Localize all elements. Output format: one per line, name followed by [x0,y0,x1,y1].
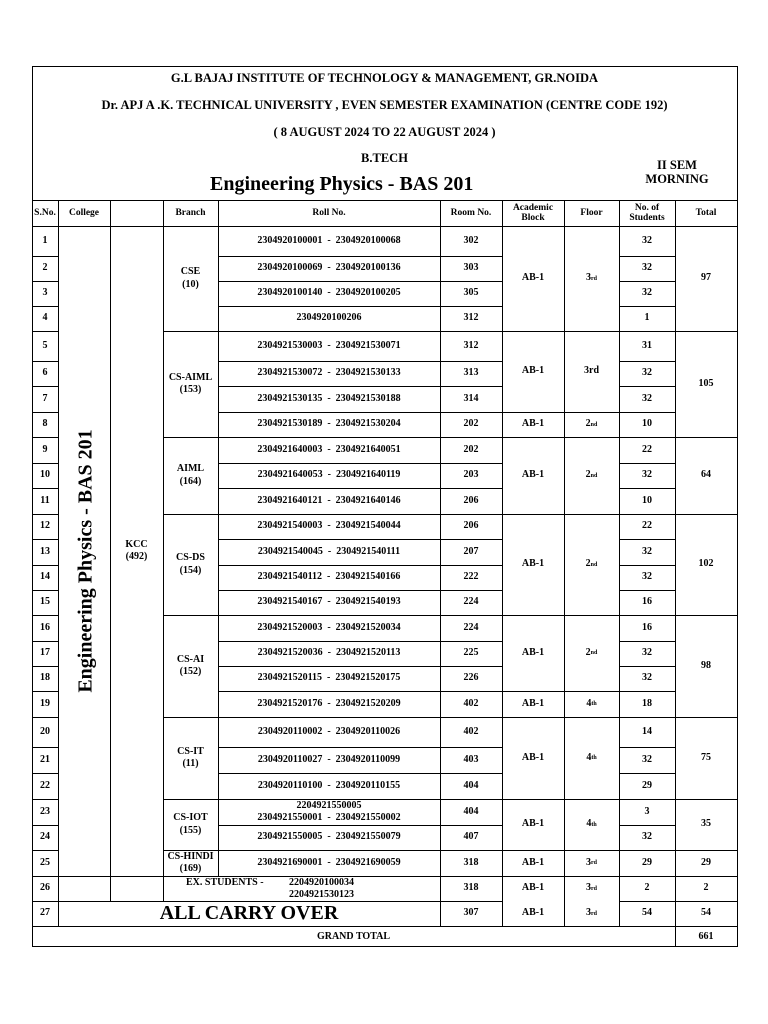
roll-number-range: 2304920100069 - 2304920100136 [257,262,401,274]
row-sno: 9 [42,443,48,455]
grid-line [110,717,111,747]
grid-line [110,412,111,437]
students-count: 32 [642,287,652,299]
room-number: 402 [463,697,479,709]
academic-block: AB-1 [521,882,545,894]
room-number: 313 [463,367,479,379]
ex-students-rolls: 2204920100034 2204921530123 [289,877,354,900]
floor-cell: 4 th [586,818,597,830]
col-header-block: Academic Block [512,202,554,223]
row-sno: 1 [42,234,48,246]
group-total: 29 [701,856,711,868]
row-sno: 2 [42,262,48,274]
grid-line [110,514,111,539]
group-total: 75 [701,751,711,763]
session-label: MORNING [645,172,709,187]
academic-block: AB-1 [521,418,545,430]
grid-line [32,200,738,201]
grid-line [675,200,676,226]
students-count: 32 [642,469,652,481]
room-number: 312 [463,312,479,324]
grid-line [502,200,503,226]
semester-session [637,158,717,187]
students-count: 16 [642,596,652,608]
room-number: 314 [463,392,479,404]
academic-block: AB-1 [521,697,545,709]
roll-number-range: 2304921520115 - 2304921520175 [257,672,401,684]
row-sno: 21 [40,753,50,765]
grid-line [32,926,738,927]
room-number: 224 [463,596,479,608]
grid-line [110,331,111,361]
academic-block: AB-1 [521,272,545,284]
academic-block: AB-1 [521,818,545,830]
grid-line [58,539,59,565]
row-sno: 6 [42,367,48,379]
floor-cell: 3rd [584,365,599,377]
room-number: 305 [463,287,479,299]
grid-line [110,437,111,463]
grid-line [58,565,59,590]
grid-line [619,200,620,226]
grid-line [110,825,111,850]
students-count: 32 [642,647,652,659]
branch-cell: CS-HINDI (169) [167,850,214,874]
room-number: 225 [463,647,479,659]
room-number: 207 [463,545,479,557]
grid-line [58,386,59,412]
grid-line [110,615,111,641]
students-count: 14 [642,725,652,737]
col-header-students: No. of Students [629,202,665,223]
grid-line [58,747,59,773]
col-header-total: Total [695,207,717,218]
row-sno: 25 [40,856,50,868]
institute-name: G.L BAJAJ INSTITUTE OF TECHNOLOGY & MANAGEMENT, GR.NOIDA [170,71,599,85]
grid-line [58,825,59,850]
grid-line [58,641,59,666]
students-count: 16 [642,621,652,633]
students-count: 31 [642,339,652,351]
grid-line [675,926,676,946]
branch-cell: CS-AI (152) [176,653,205,677]
row-sno: 7 [42,392,48,404]
students-count: 32 [642,831,652,843]
students-count: 32 [642,262,652,274]
roll-number-range: 2304920110002 - 2304920110026 [257,725,401,737]
room-number: 202 [463,443,479,455]
grid-line [110,641,111,666]
row-sno: 8 [42,418,48,430]
academic-block: AB-1 [521,365,545,377]
grid-line [58,901,164,902]
room-number: 302 [463,234,479,246]
branch-cell: CS-DS (154) [176,552,205,576]
grid-line [58,514,59,539]
group-total: 2 [703,882,709,894]
floor-cell: 3 rd [586,856,597,868]
grid-line [163,901,441,902]
college-code: KCC (492) [125,538,148,562]
row-sno: 20 [40,725,50,737]
grid-line [110,565,111,590]
room-number: 203 [463,469,479,481]
grid-line [58,488,59,514]
room-number: 206 [463,520,479,532]
grid-line [58,876,59,901]
grid-line [58,306,59,331]
grid-line [58,200,59,226]
roll-number-range: 2304921640053 - 2304921640119 [257,469,401,481]
room-number: 224 [463,621,479,633]
grid-line [58,901,59,926]
room-number: 318 [463,856,479,868]
students-count: 32 [642,571,652,583]
grid-line [163,200,164,226]
grid-line [32,66,738,67]
roll-number-range: 2304921520036 - 2304921520113 [257,647,401,659]
row-sno: 14 [40,571,50,583]
room-number: 303 [463,262,479,274]
grid-line [110,747,111,773]
roll-number-range: 2304920100140 - 2304920100205 [257,287,401,299]
room-number: 206 [463,494,479,506]
room-number: 226 [463,672,479,684]
students-count: 32 [642,753,652,765]
branch-cell: CS-IOT (155) [173,812,208,836]
academic-block: AB-1 [521,558,545,570]
floor-cell: 3 rd [586,882,597,894]
semester-label: II SEM [657,158,697,172]
grid-line [110,850,111,876]
grid-line [110,256,111,281]
row-sno: 3 [42,287,48,299]
floor-cell: 3 rd [586,272,597,284]
grid-line [110,488,111,514]
roll-number-range: 2304921640003 - 2304921640051 [257,443,401,455]
grid-line [58,256,59,281]
students-count: 29 [642,779,652,791]
room-number: 312 [463,339,479,351]
all-carry-over-label: ALL CARRY OVER [159,902,339,924]
grid-line [58,850,59,876]
students-count: 3 [644,805,650,817]
grid-line [440,200,441,226]
grid-line [110,281,111,306]
students-count: 32 [642,367,652,379]
grid-line [163,876,441,877]
row-sno: 18 [40,672,50,684]
col-header-college: College [68,207,100,218]
grid-line [58,615,59,641]
grid-line [110,666,111,691]
grid-line [218,200,219,226]
grand-total-label: GRAND TOTAL [316,930,391,942]
grid-line [58,691,59,717]
grid-line [58,773,59,799]
university-exam-title: Dr. APJ A .K. TECHNICAL UNIVERSITY , EVEN SEMESTER EXAMINATION (CENTRE CODE 192) [101,98,668,112]
roll-number-range: 2304921540167 - 2304921540193 [257,596,401,608]
row-sno: 13 [40,545,50,557]
roll-number-range: 2304921550005 - 2304921550079 [257,831,401,843]
grid-line [58,226,59,256]
grid-line [737,66,738,947]
academic-block: AB-1 [521,646,545,658]
grid-line [58,412,59,437]
group-total: 105 [698,377,714,389]
students-count: 32 [642,545,652,557]
group-total: 102 [698,558,714,570]
roll-number-range: 2304921530135 - 2304921530188 [257,392,401,404]
course-name: B.TECH [361,151,408,165]
grid-line [58,590,59,615]
row-sno: 15 [40,596,50,608]
row-sno: 19 [40,697,50,709]
row-sno: 24 [40,831,50,843]
row-sno: 5 [42,339,48,351]
row-sno: 12 [40,520,50,532]
grid-line [58,281,59,306]
roll-number-range: 2304921520003 - 2304921520034 [257,621,401,633]
room-number: 402 [463,725,479,737]
group-total: 35 [701,818,711,830]
roll-number-range: 2304921540045 - 2304921540111 [257,545,401,557]
room-number: 202 [463,418,479,430]
room-number: 307 [463,907,479,919]
students-count: 10 [642,494,652,506]
students-count: 10 [642,418,652,430]
grid-line [564,200,565,226]
grid-line [110,876,111,901]
grid-line [58,437,59,463]
vertical-subject-label: Engineering Physics - BAS 201 [74,429,97,693]
room-number: 403 [463,753,479,765]
roll-number-range: 2304921540003 - 2304921540044 [257,520,401,532]
grid-line [110,691,111,717]
row-sno: 4 [42,312,48,324]
row-sno: 27 [40,907,50,919]
row-sno: 10 [40,469,50,481]
roll-number-range: 2304921530072 - 2304921530133 [257,367,401,379]
grid-line [58,666,59,691]
grid-line [58,463,59,488]
exam-dates: ( 8 AUGUST 2024 TO 22 AUGUST 2024 ) [273,125,496,139]
grid-line [110,361,111,386]
academic-block: AB-1 [521,856,545,868]
col-header-room: Room No. [450,207,492,218]
col-header-branch: Branch [175,207,206,218]
floor-cell: 3 rd [586,907,597,919]
group-total: 97 [701,272,711,284]
students-count: 29 [642,856,652,868]
col-header-roll: Roll No. [312,207,346,218]
grid-line [110,773,111,799]
academic-block: AB-1 [521,907,545,919]
branch-cell: CS-AIML (153) [168,371,213,395]
students-count: 54 [642,907,652,919]
grid-line [58,361,59,386]
students-count: 2 [644,882,650,894]
floor-cell: 4 th [586,697,597,709]
roll-number-range: 2304920110027 - 2304920110099 [257,753,401,765]
students-count: 1 [644,312,650,324]
roll-number-range: 2304920100001 - 2304920100068 [257,234,401,246]
floor-cell: 2 nd [585,646,598,658]
col-header-sno: S.No. [34,207,56,218]
col-header-blank [110,200,163,226]
roll-number-range: 2204921550005 2304921550001 - 2304921550002 [257,799,401,823]
branch-cell: CSE (10) [180,266,201,290]
students-count: 32 [642,392,652,404]
roll-number-range: 2304920100206 [296,312,362,324]
room-number: 318 [463,882,479,894]
grid-line [110,306,111,331]
row-sno: 22 [40,779,50,791]
room-number: 222 [463,571,479,583]
row-sno: 11 [40,494,50,506]
grid-line [58,799,59,825]
room-number: 407 [463,831,479,843]
grid-line [110,539,111,565]
floor-cell: 2 nd [585,418,598,430]
grid-line [58,331,59,361]
roll-number-range: 2304921530003 - 2304921530071 [257,339,401,351]
branch-cell: CS-IT (11) [177,745,204,769]
col-header-floor: Floor [580,207,603,218]
floor-cell: 2 nd [585,469,598,481]
grid-line [163,876,164,901]
subject-title: Engineering Physics - BAS 201 [210,173,474,195]
grid-line [58,717,59,747]
students-count: 32 [642,234,652,246]
row-sno: 16 [40,621,50,633]
group-total: 98 [701,659,711,671]
floor-cell: 2 nd [585,558,598,570]
roll-number-range: 2304921690001 - 2304921690059 [257,856,401,868]
academic-block: AB-1 [521,751,545,763]
students-count: 18 [642,697,652,709]
grid-line [110,590,111,615]
roll-number-range: 2304921530189 - 2304921530204 [257,418,401,430]
grand-total-value: 661 [698,930,714,942]
branch-cell: AIML (164) [176,463,205,487]
group-total: 64 [701,469,711,481]
grid-line [110,200,111,226]
roll-number-range: 2304921540112 - 2304921540166 [257,571,401,583]
row-sno: 17 [40,647,50,659]
grid-line [110,226,111,256]
roll-number-range: 2304921640121 - 2304921640146 [257,494,401,506]
room-number: 404 [463,805,479,817]
roll-number-range: 2304921520176 - 2304921520209 [257,697,401,709]
roll-number-range: 2304920110100 - 2304920110155 [257,779,401,791]
students-count: 32 [642,672,652,684]
group-total: 54 [701,907,711,919]
grid-line [110,799,111,825]
floor-cell: 4 th [586,751,597,763]
grid-line [110,386,111,412]
academic-block: AB-1 [521,469,545,481]
grid-line [32,946,738,947]
room-number: 404 [463,779,479,791]
students-count: 22 [642,443,652,455]
row-sno: 26 [40,882,50,894]
row-sno: 23 [40,805,50,817]
grid-line [58,876,164,877]
grid-line [110,463,111,488]
ex-students-label: EX. STUDENTS - [186,877,264,888]
students-count: 22 [642,520,652,532]
